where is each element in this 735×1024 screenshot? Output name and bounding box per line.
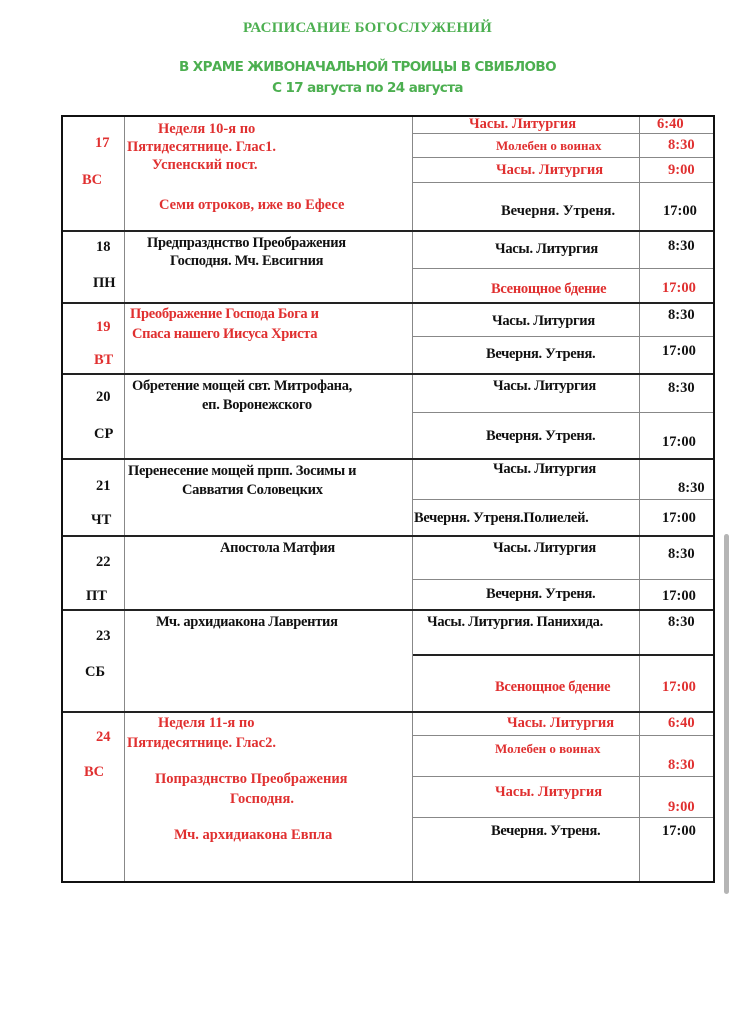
feast-cell [125,537,413,609]
service-row [413,500,713,535]
feast-line: Перенесение мощей прпп. Зосимы и [128,463,357,479]
service-row [413,818,713,881]
feast-cell [125,304,413,373]
day-number: 17 [95,135,110,151]
day-number: 24 [96,729,111,745]
feast-line: Неделя 11-я по [158,715,255,731]
weekday: ВС [82,172,103,188]
schedule-table [61,115,715,883]
service-name: Часы. Литургия [507,715,615,731]
service-row [413,337,713,373]
service-row [413,158,713,183]
feast-cell [125,611,413,711]
service-time: 6:40 [657,116,684,132]
service-row [413,413,713,458]
date-range: С 17 августа по 24 августа [272,80,463,96]
feast-line: Обретение мощей свт. Митрофана, [132,378,353,394]
service-time: 17:00 [662,679,696,695]
weekday: СР [94,426,114,442]
weekday: ЧТ [91,512,112,528]
day-number: 22 [96,554,111,570]
feast-line: Успенский пост. [152,157,258,173]
service-row [413,134,713,158]
feast-cell [125,460,413,535]
services-cell [413,232,713,302]
date-cell [63,232,125,302]
date-cell [63,304,125,373]
service-row [413,183,713,230]
service-row [413,537,713,580]
feast-line: Пятидесятнице. Глас1. [127,139,276,155]
service-row [413,656,713,711]
service-name: Вечерня. Утреня. [486,346,596,362]
service-time: 17:00 [662,510,696,526]
service-time: 8:30 [678,480,705,496]
date-cell [63,713,125,881]
service-time: 17:00 [662,343,696,359]
day-row-18 [63,232,713,304]
weekday: ВТ [94,352,114,368]
service-row [413,375,713,413]
service-row [413,269,713,302]
service-time: 8:30 [668,380,695,396]
service-time: 17:00 [663,203,697,219]
day-number: 19 [96,319,111,335]
service-time: 6:40 [668,715,695,731]
feast-cell [125,713,413,881]
day-row-24 [63,713,713,881]
feast-line: Предпразднство Преображения [147,235,346,251]
feast-line: Попразднство Преображения [155,771,348,787]
service-row [413,232,713,269]
services-cell [413,304,713,373]
day-row-17 [63,117,713,232]
vertical-scrollbar[interactable] [724,534,729,894]
service-time: 17:00 [662,823,696,839]
service-name: Вечерня. Утреня. [486,586,596,602]
service-name: Часы. Литургия [493,378,596,394]
service-row [413,713,713,736]
feast-line: Господня. Мч. Евсигния [170,253,324,269]
feast-cell [125,232,413,302]
services-cell [413,375,713,458]
feast-line: Неделя 10-я по [158,121,256,137]
feast-line: Мч. архидиакона Евпла [174,827,333,843]
service-name: Вечерня. Утреня.Полиелей. [414,510,589,526]
feast-line: Преображение Господа Бога и [130,306,319,322]
service-name: Часы. Литургия [493,540,596,556]
feast-line: Семи отроков, иже во Ефесе [159,197,345,213]
services-cell [413,460,713,535]
feast-line: Господня. [230,791,294,807]
service-name: Часы. Литургия. Панихида. [427,614,603,630]
service-time: 17:00 [662,588,696,604]
service-row [413,117,713,134]
service-name: Часы. Литургия [495,241,598,257]
feast-line: Спаса нашего Иисуса Христа [132,326,318,342]
service-row [413,580,713,609]
date-cell [63,460,125,535]
weekday: СБ [85,664,106,680]
date-cell [63,117,125,230]
day-row-23 [63,611,713,713]
church-name: В ХРАМЕ ЖИВОНАЧАЛЬНОЙ ТРОИЦЫ В СВИБЛОВО [179,59,556,75]
feast-line: Апостола Матфия [220,540,335,556]
service-name: Молебен о воинах [496,138,602,153]
service-name: Часы. Литургия [496,162,604,178]
service-time: 8:30 [668,238,695,254]
services-cell [413,537,713,609]
date-cell [63,537,125,609]
date-cell [63,611,125,711]
service-time: 17:00 [662,434,696,450]
day-row-21 [63,460,713,537]
feast-cell [125,375,413,458]
service-name: Вечерня. Утреня. [491,823,601,839]
service-time: 8:30 [668,757,695,773]
feast-line: Пятидесятнице. Глас2. [127,735,276,751]
services-cell [413,611,713,711]
weekday: ВС [84,764,105,780]
day-row-20 [63,375,713,460]
service-row [413,777,713,818]
service-name: Вечерня. Утреня. [486,428,596,444]
service-time: 17:00 [662,280,696,296]
day-number: 21 [96,478,111,494]
weekday: ПН [93,275,116,291]
day-number: 23 [96,628,111,644]
feast-cell [125,117,413,230]
schedule-title: РАСПИСАНИЕ БОГОСЛУЖЕНИЙ [242,20,493,36]
service-name: Всенощное бдение [491,281,607,297]
feast-line: еп. Воронежского [202,397,312,413]
service-name: Часы. Литургия [495,784,603,800]
service-name: Всенощное бдение [495,679,611,695]
day-number: 18 [96,239,111,255]
service-row [413,611,713,656]
day-row-19 [63,304,713,375]
service-row [413,304,713,337]
service-row [413,736,713,777]
service-name: Часы. Литургия [469,116,577,132]
feast-line: Мч. архидиакона Лаврентия [156,614,338,630]
day-number: 20 [96,389,111,405]
service-time: 8:30 [668,137,695,153]
service-time: 8:30 [668,546,695,562]
feast-line: Савватия Соловецких [182,482,323,498]
services-cell [413,117,713,230]
weekday: ПТ [86,588,107,604]
date-cell [63,375,125,458]
service-name: Часы. Литургия [493,461,596,477]
service-name: Часы. Литургия [492,313,595,329]
service-name: Молебен о воинах [495,741,601,756]
services-cell [413,713,713,881]
service-time: 9:00 [668,799,695,815]
service-name: Вечерня. Утреня. [501,203,616,219]
day-row-22 [63,537,713,611]
service-time: 8:30 [668,307,695,323]
service-time: 9:00 [668,162,695,178]
service-time: 8:30 [668,614,695,630]
service-row [413,460,713,500]
